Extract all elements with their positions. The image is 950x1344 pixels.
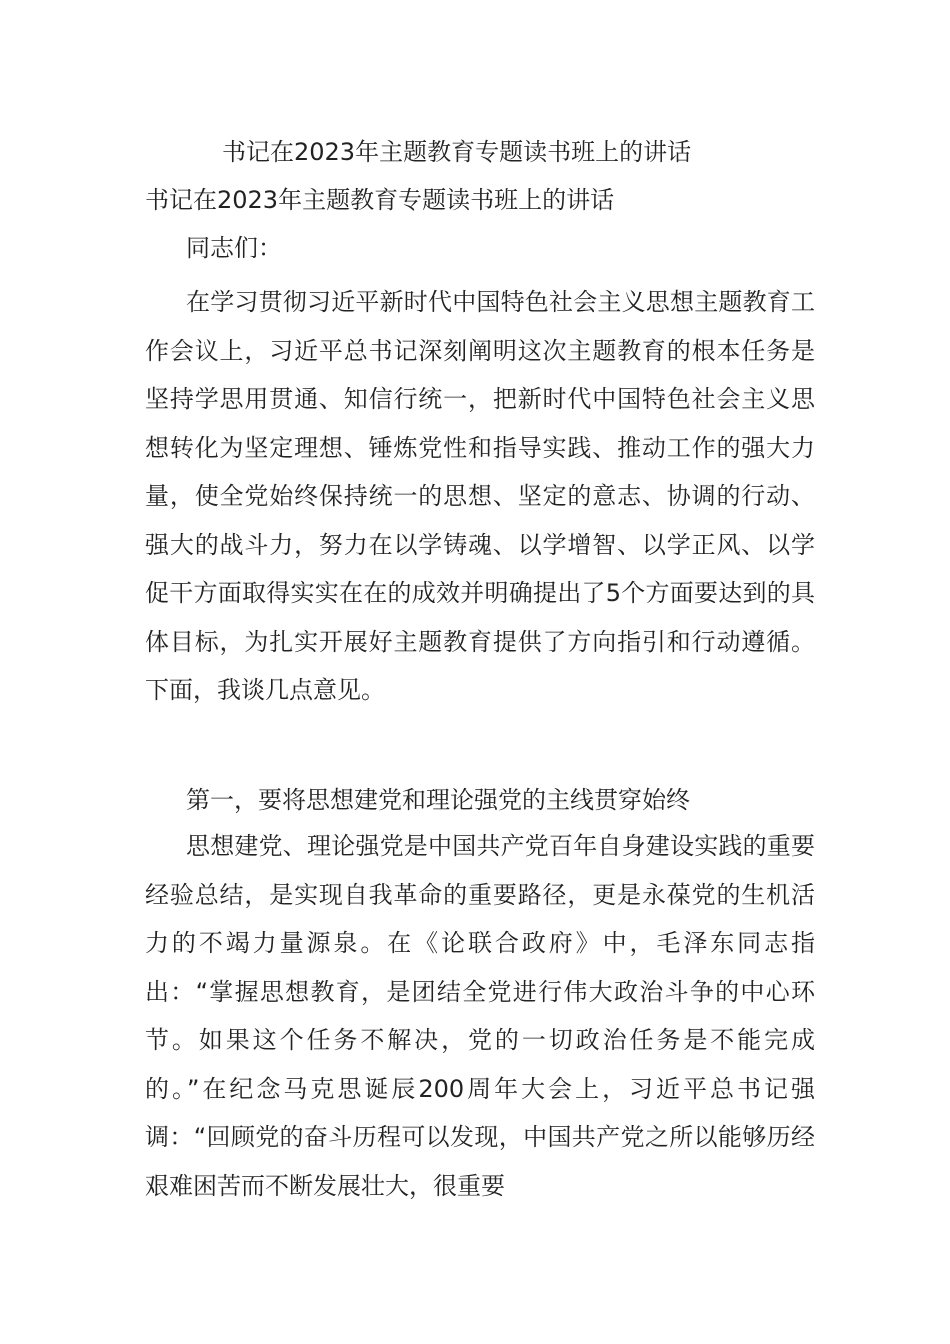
section-heading-1: 第一，要将思想建党和理论强党的主线贯穿始终 xyxy=(186,786,690,814)
paragraph-intro: 在学习贯彻习近平新时代中国特色社会主义思想主题教育工作会议上，习近平总书记深刻阐明这次主题教育的根本任务是坚持学思用贯通、知信行统一，把新时代中国特色社会主义思想转化为坚定理想、锤炼党性和指导实践、推动工作的强大力量，使全党始终保持统一的思想、坚定的意志、协调的行动、强大的战斗力，努力在以学铸魂、以学增智、以学正风、以学促干方面取得实实在在的成效并明确提出了5个方面要达到的具体目标，为扎实开展好主题教育提供了方向指引和行动遵循。下面，我谈几点意见。 xyxy=(145,288,815,704)
salutation: 同志们： xyxy=(186,234,282,262)
document-subtitle: 书记在2023年主题教育专题读书班上的讲话 xyxy=(145,186,615,214)
paragraph-section-1: 思想建党、理论强党是中国共产党百年自身建设实践的重要经验总结，是实现自我革命的重要路径，更是永葆党的生机活力的不竭力量源泉。在《论联合政府》中，毛泽东同志指出：“掌握思想教育，是团结全党进行伟大政治斗争的中心环节。如果这个任务不解决，党的一切政治任务是不能完成的。”在纪念马克思诞辰200周年大会上，习近平总书记强调：“回顾党的奋斗历程可以发现，中国共产党之所以能够历经艰难困苦而不断发展壮大，很重要 xyxy=(145,832,815,1200)
document-title: 书记在2023年主题教育专题读书班上的讲话 xyxy=(222,138,692,166)
